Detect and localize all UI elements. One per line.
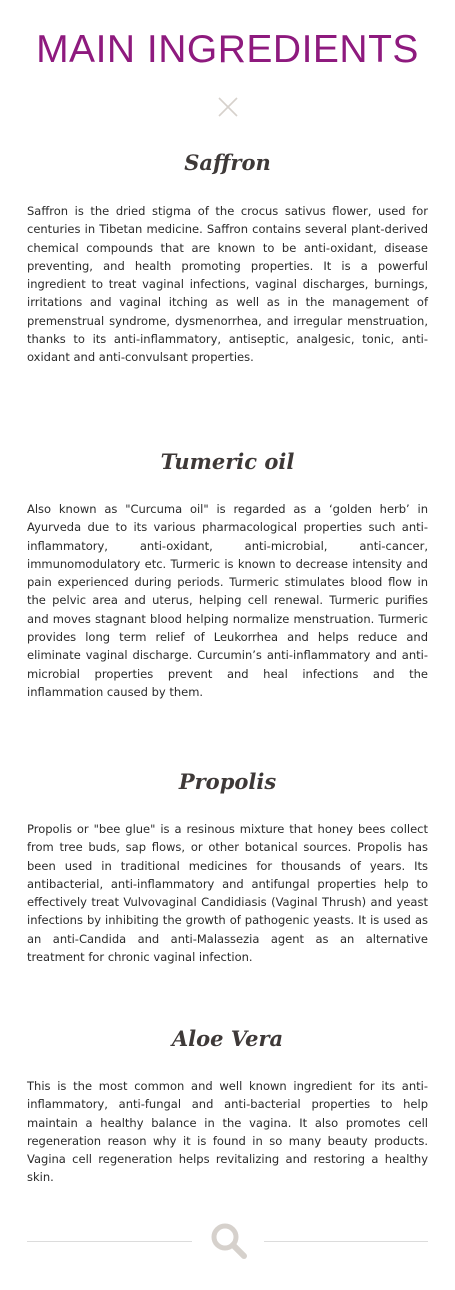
section-text-saffron: Saffron is the dried stigma of the crocus sativus flower, used for centuries in Tibetan medicine. Saffron contains several plant-derived chemical compounds that are known to be anti-oxidant, disease preventing, and health promoting properties. It is a powerful ingredient to treat vaginal infections, vaginal discharges, burnings, irritations and vaginal itching as well as in the management of premenstrual syndrome, dysmenorrhea, and irregular menstruation, thanks to its anti-inflammatory, antiseptic, analgesic, tonic, anti-oxidant and anti-convulsant properties. xyxy=(27,204,428,365)
footer-divider-right xyxy=(264,1241,428,1242)
section-heading-tumeric-oil: Tumeric oil xyxy=(160,449,295,474)
section-heading-saffron: Saffron xyxy=(184,150,271,175)
section-text-propolis: Propolis or "bee glue" is a resinous mixture that honey bees collect from tree buds, sap flows, or other botanical sources. Propolis has been used in traditional medicines for thousands of years. Its antibacterial, anti-inflammatory and antifungal properties help to effectively treat Vulvovaginal Candidiasis (Vaginal Thrush) and yeast infections by inhibiting the growth of pathogenic yeasts. It is used as an anti-Candida and anti-Malassezia agent as an alternative treatment for chronic vaginal infection. xyxy=(27,822,428,965)
page-title: MAIN INGREDIENTS xyxy=(36,28,419,71)
search-icon[interactable] xyxy=(207,1220,251,1262)
section-heading-aloe-vera: Aloe Vera xyxy=(171,1026,284,1051)
footer-divider-left xyxy=(27,1241,192,1242)
section-heading-propolis: Propolis xyxy=(178,769,277,794)
section-text-aloe-vera: This is the most common and well known ingredient for its anti-inflammatory, anti-fungal and anti-bacterial properties to help maintain a healthy balance in the vagina. It also promotes cell regeneration reason why it is found in so many beauty products. Vagina cell regeneration helps revitalizing and restoring a healthy skin. xyxy=(27,1079,428,1185)
close-x-icon xyxy=(216,95,240,119)
section-text-tumeric-oil: Also known as "Curcuma oil" is regarded as a ‘golden herb’ in Ayurveda due to its various pharmacological properties such anti-inflammatory, anti-oxidant, anti-microbial, anti-cancer, immunomodulatory etc. Turmeric is known to decrease intensity and pain experienced during periods. Turmeric stimulates blood flow in the pelvic area and uterus, helping cell renewal. Turmeric purifies and moves stagnant blood helping normalize menstruation. Turmeric provides long term relief of Leukorrhea and helps reduce and eliminate vaginal discharge. Curcumin’s anti-inflammatory and anti-microbial properties prevent and heal infections and the inflammation caused by them. xyxy=(27,502,428,699)
